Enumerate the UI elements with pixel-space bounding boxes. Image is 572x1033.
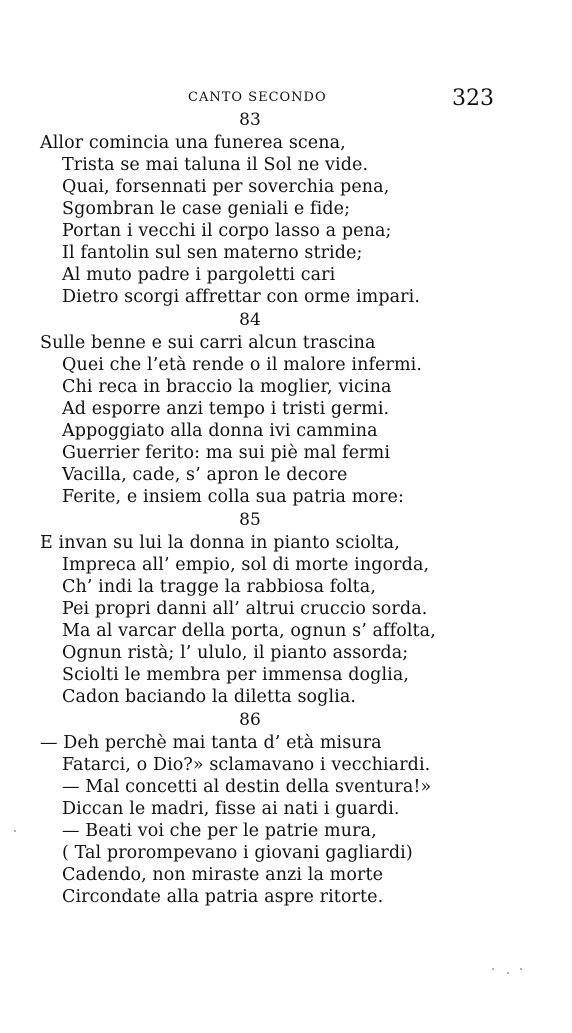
verse-line: Fatarci, o Dio?» sclamavano i vecchiardi. [62,755,431,775]
verse-line: Appoggiato alla donna ivi cammina [62,421,378,441]
paper-speck [507,972,509,974]
verse-line: Ognun ristà; l’ ululo, il pianto assorda; [62,643,409,663]
verse-line: Cadendo, non miraste anzi la morte [62,865,384,885]
verse-line: Ad esporre anzi tempo i tristi germi. [62,399,390,419]
paper-speck [492,968,494,970]
paper-speck [520,968,522,970]
verse-line: Portan i vecchi il corpo lasso a pena; [62,221,392,241]
verse-line: Chi reca in braccio la moglier, vicina [62,377,392,397]
verse-line: — Deh perchè mai tanta d’ età misura [40,733,382,753]
verse-line: Sciolti le membra per immensa doglia, [62,665,410,685]
verse-line: Impreca all’ empio, sol di morte ingorda, [62,555,430,575]
stanza-number: 84 [239,310,261,330]
poem-body [40,108,540,908]
verse-line: Sgombran le case geniali e fide; [62,199,351,219]
stanza-number: 86 [239,710,261,730]
stanza-86 [40,708,540,908]
verse-line: Diccan le madri, fisse ai nati i guardi. [62,799,400,819]
verse-line: Ch’ indi la tragge la rabbiosa folta, [62,577,377,597]
paper-speck [14,830,16,832]
running-head: CANTO SECONDO [188,90,327,105]
verse-line: Circondate alla patria aspre ritorte. [62,887,384,907]
verse-line: Sulle benne e sui carri alcun trascina [40,333,376,353]
stanza-number: 85 [239,510,261,530]
stanza-83 [40,108,540,308]
verse-line: Guerrier ferito: ma sui piè mal fermi [62,443,391,463]
verse-line: ( Tal prorompevano i giovani gagliardi) [62,843,413,863]
verse-line: Ferite, e insiem colla sua patria more: [62,487,404,507]
verse-line: Quai, forsennati per soverchia pena, [62,177,390,197]
verse-line: Allor comincia una funerea scena, [40,133,346,153]
verse-line: Il fantolin sul sen materno stride; [62,243,363,263]
verse-line: Quei che l’età rende o il malore infermi. [62,355,423,375]
page-number: 323 [452,86,494,111]
verse-line: E invan su lui la donna in pianto sciolta, [40,533,400,553]
verse-line: Al muto padre i pargoletti cari [62,265,336,285]
stanza-number: 83 [239,110,261,130]
stanza-85 [40,508,540,708]
verse-line: Trista se mai taluna il Sol ne vide. [62,155,369,175]
verse-line: Ma al varcar della porta, ognun s’ affolta, [62,621,436,641]
verse-line: — Beati voi che per le patrie mura, [62,821,377,841]
verse-line: Dietro scorgi affrettar con orme impari. [62,287,420,307]
verse-line: Cadon baciando la diletta soglia. [62,687,357,707]
verse-line: Vacilla, cade, s’ apron le decore [62,465,348,485]
verse-line: — Mal concetti al destin della sventura!» [62,777,432,797]
stanza-84 [40,308,540,508]
verse-line: Pei propri danni all’ altrui cruccio sorda. [62,599,428,619]
